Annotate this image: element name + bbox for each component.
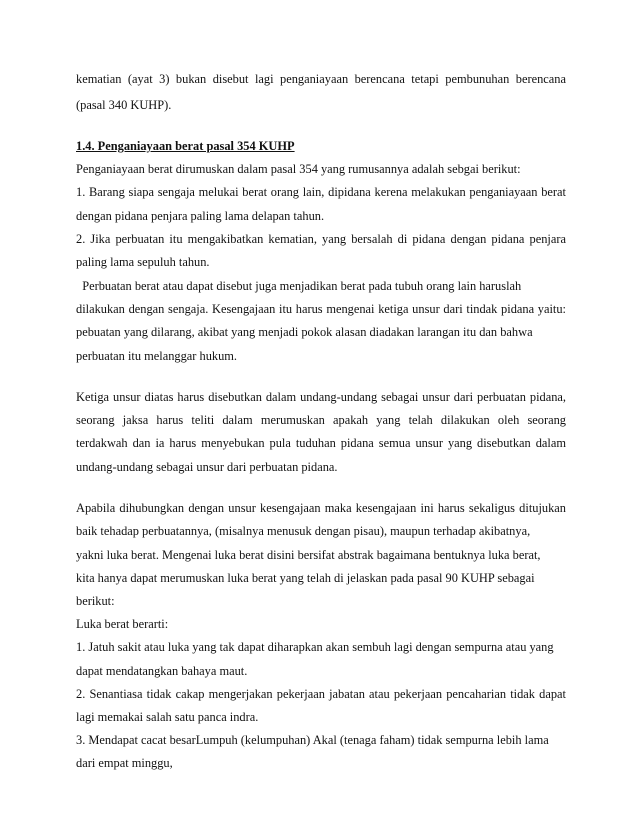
paragraph-line: Perbuatan berat atau dapat disebut juga menjadikan berat pada tubuh orang lain haruslah: [76, 279, 522, 293]
section-heading: 1.4. Penganiayaan berat pasal 354 KUHP: [76, 139, 295, 153]
list-item-line: lagi memakai salah satu panca indra.: [76, 710, 259, 724]
list-item-line: dapat mendatangkan bahaya maut.: [76, 664, 248, 678]
paragraph-line: kita hanya dapat merumuskan luka berat yang telah di jelaskan pada pasal 90 KUHP sebagai: [76, 571, 535, 585]
paragraph-line: Ketiga unsur diatas harus disebutkan dalam undang-undang sebagai unsur dari perbuatan pidana,: [76, 390, 566, 404]
paragraph-line: pebuatan yang dilarang, akibat yang menjadi pokok alasan diadakan larangan itu dan bahwa: [76, 325, 533, 339]
paragraph-line: Apabila dihubungkan dengan unsur kesengajaan maka kesengajaan ini harus sekaligus ditujukan: [76, 501, 566, 515]
list-item-line: 1. Jatuh sakit atau luka yang tak dapat diharapkan akan sembuh lagi dengan sempurna atau yang: [76, 640, 554, 654]
paragraph-line: berikut:: [76, 594, 115, 608]
paragraph-line: terdakwah dan ia harus menyebukan pula tuduhan pidana semua unsur yang disebutkan dalam: [76, 436, 566, 450]
paragraph-line: kematian (ayat 3) bukan disebut lagi penganiayaan berencana tetapi pembunuhan berencana: [76, 72, 566, 86]
paragraph-line: undang-undang sebagai unsur dari perbuatan pidana.: [76, 460, 338, 474]
list-item-line: dari empat minggu,: [76, 756, 173, 770]
paragraph-line: perbuatan itu melanggar hukum.: [76, 349, 238, 363]
paragraph-line: (pasal 340 KUHP).: [76, 98, 172, 112]
list-item-line: paling lama sepuluh tahun.: [76, 255, 210, 269]
list-item-line: dengan pidana penjara paling lama delapan tahun.: [76, 209, 325, 223]
paragraph-line: Penganiayaan berat dirumuskan dalam pasal 354 yang rumusannya adalah sebgai berikut:: [76, 162, 521, 176]
paragraph-line: dilakukan dengan sengaja. Kesengajaan itu harus mengenai ketiga unsur dari tindak pidana yaitu:: [76, 302, 566, 316]
paragraph-line: Luka berat berarti:: [76, 617, 169, 631]
list-item-line: 2. Senantiasa tidak cakap mengerjakan pekerjaan jabatan atau pekerjaan pencaharian tidak dapat: [76, 687, 566, 701]
list-item-line: 1. Barang siapa sengaja melukai berat orang lain, dipidana kerena melakukan penganiayaan berat: [76, 185, 566, 199]
paragraph-line: yakni luka berat. Mengenai luka berat disini bersifat abstrak bagaimana bentuknya luka berat,: [76, 548, 541, 562]
list-item-line: 3. Mendapat cacat besarLumpuh (kelumpuhan) Akal (tenaga faham) tidak sempurna lebih lama: [76, 733, 549, 747]
paragraph-line: baik tehadap perbuatannya, (misalnya menusuk dengan pisau), maupun terhadap akibatnya,: [76, 524, 531, 538]
list-item-line: 2. Jika perbuatan itu mengakibatkan kematian, yang bersalah di pidana dengan pidana penjara: [76, 232, 566, 246]
paragraph-line: seorang jaksa harus teliti dalam merumuskan apakah yang telah dilakukan oleh seorang: [76, 413, 566, 427]
